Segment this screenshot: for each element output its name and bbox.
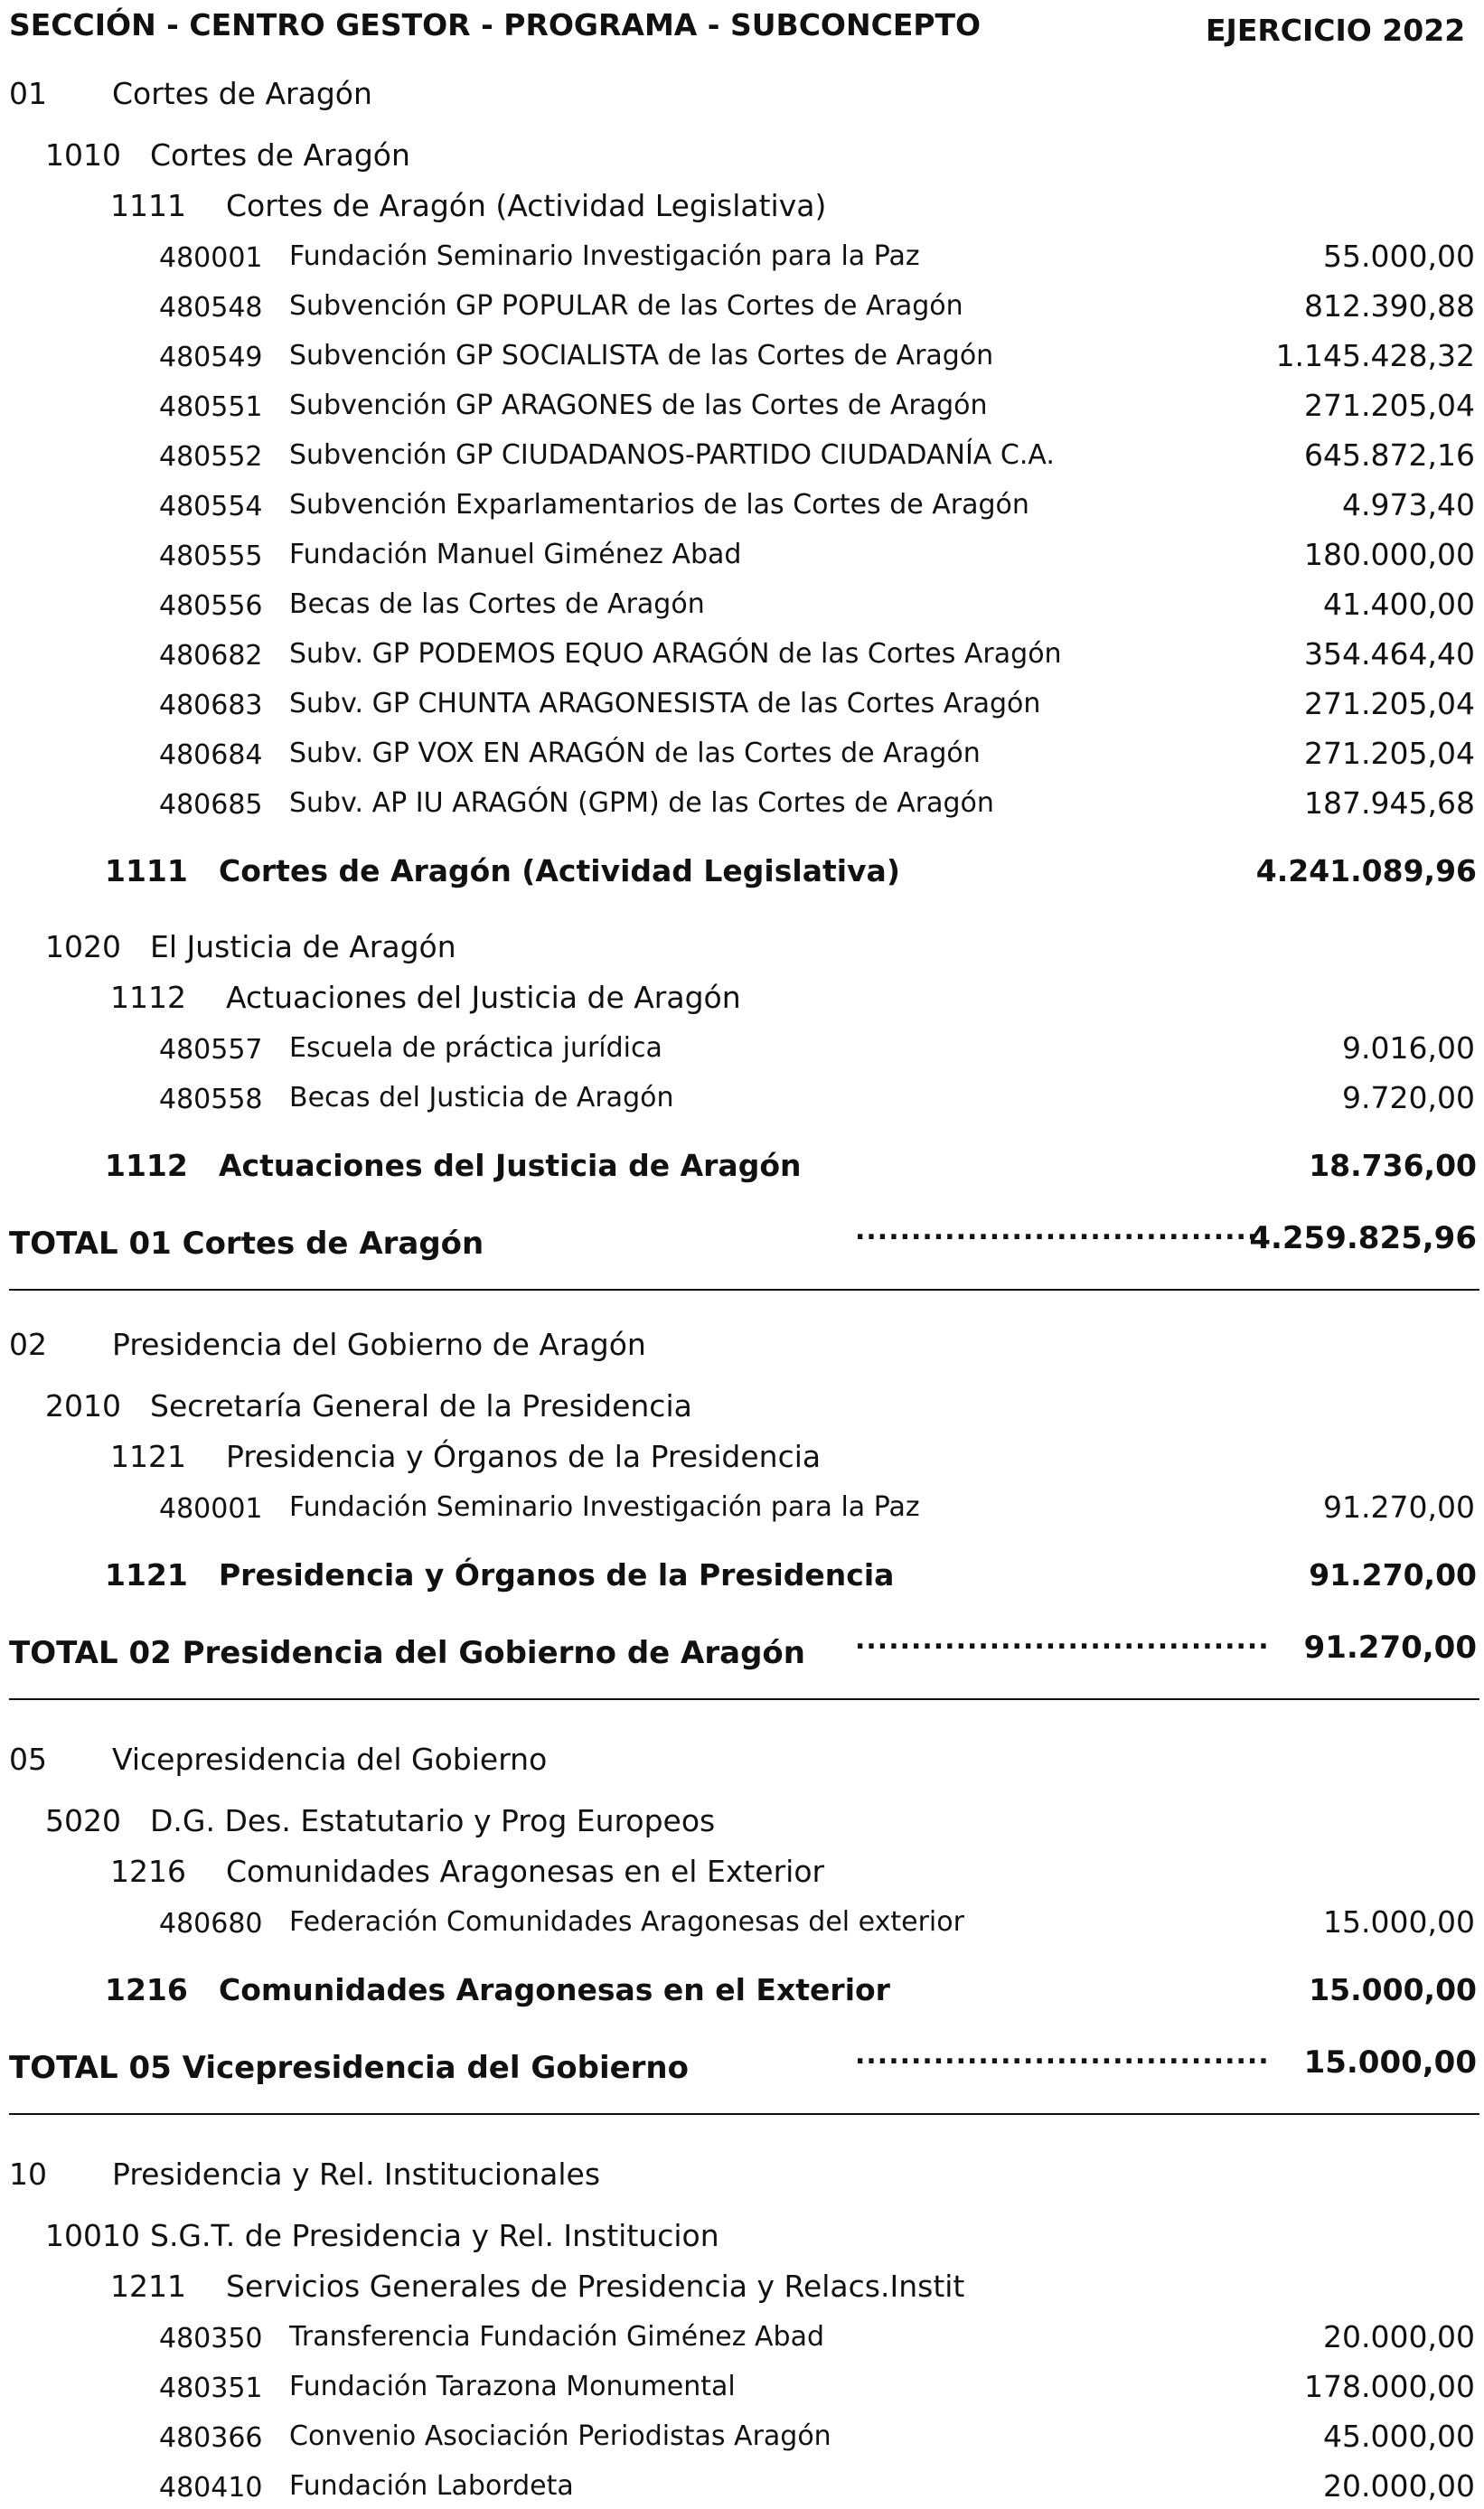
subconcepto-amount: 55.000,00 bbox=[1323, 239, 1475, 274]
subconcepto-name: Convenio Asociación Periodistas Aragón bbox=[289, 2420, 831, 2452]
subconcepto-amount: 271.205,04 bbox=[1304, 686, 1475, 721]
programa-subtotal-amount: 18.736,00 bbox=[1309, 1148, 1477, 1183]
section-divider bbox=[9, 1289, 1479, 1291]
subconcepto-name: Subv. GP CHUNTA ARAGONESISTA de las Cortes Aragón bbox=[289, 688, 1041, 719]
programa-subtotal-amount: 91.270,00 bbox=[1309, 1557, 1477, 1593]
subconcepto-amount: 1.145.428,32 bbox=[1275, 338, 1475, 373]
programa-code: 1112 bbox=[110, 980, 186, 1015]
subconcepto-code: 480558 bbox=[159, 1084, 263, 1115]
subconcepto-code: 480548 bbox=[159, 292, 263, 324]
programa-code: 1216 bbox=[110, 1854, 186, 1889]
centro-gestor-name: D.G. Des. Estatutario y Prog Europeos bbox=[150, 1803, 716, 1838]
subconcepto-name: Fundación Manuel Giménez Abad bbox=[289, 539, 742, 570]
subconcepto-code: 480555 bbox=[159, 540, 263, 572]
total-leader-dots: ..................................... bbox=[855, 2039, 1270, 2071]
subconcepto-name: Becas del Justicia de Aragón bbox=[289, 1082, 674, 1114]
total-leader-dots: ..................................... bbox=[855, 1624, 1270, 1656]
programa-name: Actuaciones del Justicia de Aragón bbox=[226, 980, 741, 1015]
subconcepto-name: Subv. AP IU ARAGÓN (GPM) de las Cortes de Aragón bbox=[289, 787, 994, 819]
centro-gestor-name: Cortes de Aragón bbox=[150, 137, 410, 173]
programa-subtotal-amount: 15.000,00 bbox=[1309, 1972, 1477, 2007]
section-total-label: TOTAL 01 Cortes de Aragón bbox=[9, 1226, 484, 1262]
subconcepto-code: 480551 bbox=[159, 391, 263, 423]
centro-gestor-code: 2010 bbox=[45, 1388, 121, 1424]
subconcepto-name: Subvención GP ARAGONES de las Cortes de Aragón bbox=[289, 390, 988, 421]
centro-gestor-code: 5020 bbox=[45, 1803, 121, 1838]
section-name: Presidencia del Gobierno de Aragón bbox=[112, 1327, 646, 1362]
section-code: 05 bbox=[9, 1742, 47, 1777]
centro-gestor-name: El Justicia de Aragón bbox=[150, 929, 456, 964]
programa-subtotal-name: Actuaciones del Justicia de Aragón bbox=[219, 1148, 802, 1183]
centro-gestor-code: 1010 bbox=[45, 137, 121, 173]
subconcepto-code: 480554 bbox=[159, 491, 263, 522]
subconcepto-code: 480684 bbox=[159, 739, 263, 771]
subconcepto-amount: 9.016,00 bbox=[1342, 1030, 1475, 1066]
subconcepto-code: 480682 bbox=[159, 640, 263, 672]
subconcepto-amount: 645.872,16 bbox=[1304, 437, 1475, 473]
subconcepto-code: 480366 bbox=[159, 2422, 263, 2454]
subconcepto-code: 480680 bbox=[159, 1908, 263, 1940]
programa-name: Comunidades Aragonesas en el Exterior bbox=[226, 1854, 825, 1889]
subconcepto-code: 480350 bbox=[159, 2323, 263, 2354]
subconcepto-name: Subv. GP PODEMOS EQUO ARAGÓN de las Cortes Aragón bbox=[289, 638, 1062, 670]
subconcepto-amount: 45.000,00 bbox=[1323, 2419, 1475, 2454]
section-divider bbox=[9, 2113, 1479, 2115]
programa-code: 1111 bbox=[110, 188, 186, 223]
subconcepto-code: 480410 bbox=[159, 2472, 263, 2504]
subconcepto-code: 480549 bbox=[159, 342, 263, 373]
subconcepto-amount: 20.000,00 bbox=[1323, 2319, 1475, 2354]
section-total-amount: 4.259.825,96 bbox=[1249, 1220, 1477, 1256]
section-name: Cortes de Aragón bbox=[112, 76, 372, 111]
programa-subtotal-code: 1121 bbox=[105, 1557, 188, 1593]
subconcepto-name: Fundación Labordeta bbox=[289, 2470, 574, 2502]
section-name: Vicepresidencia del Gobierno bbox=[112, 1742, 548, 1777]
subconcepto-code: 480685 bbox=[159, 789, 263, 821]
subconcepto-name: Subv. GP VOX EN ARAGÓN de las Cortes de Aragón bbox=[289, 738, 981, 769]
subconcepto-amount: 354.464,40 bbox=[1304, 636, 1475, 672]
subconcepto-amount: 91.270,00 bbox=[1323, 1489, 1475, 1525]
programa-subtotal-code: 1112 bbox=[105, 1148, 188, 1183]
subconcepto-amount: 20.000,00 bbox=[1323, 2468, 1475, 2504]
subconcepto-name: Federación Comunidades Aragonesas del exterior bbox=[289, 1906, 964, 1938]
subconcepto-name: Subvención GP POPULAR de las Cortes de Aragón bbox=[289, 290, 963, 322]
section-total-amount: 91.270,00 bbox=[1303, 1630, 1477, 1666]
centro-gestor-name: Secretaría General de la Presidencia bbox=[150, 1388, 692, 1424]
programa-code: 1121 bbox=[110, 1439, 186, 1474]
header-title: SECCIÓN - CENTRO GESTOR - PROGRAMA - SUBCONCEPTO bbox=[9, 7, 982, 42]
programa-name: Presidencia y Órganos de la Presidencia bbox=[226, 1439, 822, 1474]
header-year: EJERCICIO 2022 bbox=[1206, 13, 1466, 48]
programa-name: Cortes de Aragón (Actividad Legislativa) bbox=[226, 188, 827, 223]
programa-subtotal-amount: 4.241.089,96 bbox=[1255, 853, 1477, 888]
subconcepto-name: Fundación Seminario Investigación para la Paz bbox=[289, 240, 920, 272]
subconcepto-name: Fundación Seminario Investigación para la Paz bbox=[289, 1491, 920, 1523]
programa-code: 1211 bbox=[110, 2269, 186, 2304]
subconcepto-amount: 180.000,00 bbox=[1304, 537, 1475, 572]
subconcepto-amount: 271.205,04 bbox=[1304, 736, 1475, 771]
total-leader-dots: ..................................... bbox=[855, 1215, 1270, 1246]
programa-subtotal-name: Presidencia y Órganos de la Presidencia bbox=[219, 1557, 895, 1593]
programa-subtotal-code: 1111 bbox=[105, 853, 188, 888]
section-code: 01 bbox=[9, 76, 47, 111]
programa-subtotal-code: 1216 bbox=[105, 1972, 188, 2007]
centro-gestor-code: 1020 bbox=[45, 929, 121, 964]
centro-gestor-name: S.G.T. de Presidencia y Rel. Institucion bbox=[150, 2218, 719, 2253]
subconcepto-amount: 4.973,40 bbox=[1342, 487, 1475, 522]
section-total-amount: 15.000,00 bbox=[1303, 2044, 1477, 2081]
section-code: 02 bbox=[9, 1327, 47, 1362]
centro-gestor-code: 10010 bbox=[45, 2218, 140, 2253]
subconcepto-name: Subvención GP CIUDADANOS-PARTIDO CIUDADANÍA C.A. bbox=[289, 439, 1055, 471]
subconcepto-name: Transferencia Fundación Giménez Abad bbox=[289, 2321, 825, 2353]
subconcepto-amount: 178.000,00 bbox=[1304, 2369, 1475, 2404]
subconcepto-code: 480557 bbox=[159, 1034, 263, 1066]
subconcepto-amount: 187.945,68 bbox=[1304, 785, 1475, 821]
subconcepto-name: Subvención GP SOCIALISTA de las Cortes de Aragón bbox=[289, 340, 994, 371]
programa-subtotal-name: Cortes de Aragón (Actividad Legislativa) bbox=[219, 853, 900, 888]
subconcepto-amount: 271.205,04 bbox=[1304, 388, 1475, 423]
section-code: 10 bbox=[9, 2157, 47, 2192]
programa-subtotal-name: Comunidades Aragonesas en el Exterior bbox=[219, 1972, 890, 2007]
subconcepto-name: Subvención Exparlamentarios de las Cortes de Aragón bbox=[289, 489, 1029, 521]
subconcepto-code: 480683 bbox=[159, 690, 263, 721]
subconcepto-amount: 15.000,00 bbox=[1323, 1904, 1475, 1940]
section-total-label: TOTAL 02 Presidencia del Gobierno de Aragón bbox=[9, 1635, 805, 1671]
subconcepto-amount: 812.390,88 bbox=[1304, 288, 1475, 324]
subconcepto-code: 480552 bbox=[159, 441, 263, 473]
subconcepto-amount: 9.720,00 bbox=[1342, 1080, 1475, 1115]
section-divider bbox=[9, 1698, 1479, 1700]
subconcepto-code: 480351 bbox=[159, 2373, 263, 2404]
section-name: Presidencia y Rel. Institucionales bbox=[112, 2157, 601, 2192]
subconcepto-name: Fundación Tarazona Monumental bbox=[289, 2371, 736, 2402]
section-total-label: TOTAL 05 Vicepresidencia del Gobierno bbox=[9, 2050, 689, 2086]
subconcepto-amount: 41.400,00 bbox=[1323, 587, 1475, 622]
subconcepto-name: Becas de las Cortes de Aragón bbox=[289, 588, 705, 620]
subconcepto-code: 480556 bbox=[159, 590, 263, 622]
subconcepto-code: 480001 bbox=[159, 1493, 263, 1525]
programa-name: Servicios Generales de Presidencia y Relacs.Instit bbox=[226, 2269, 965, 2304]
subconcepto-code: 480001 bbox=[159, 242, 263, 274]
subconcepto-name: Escuela de práctica jurídica bbox=[289, 1032, 662, 1064]
